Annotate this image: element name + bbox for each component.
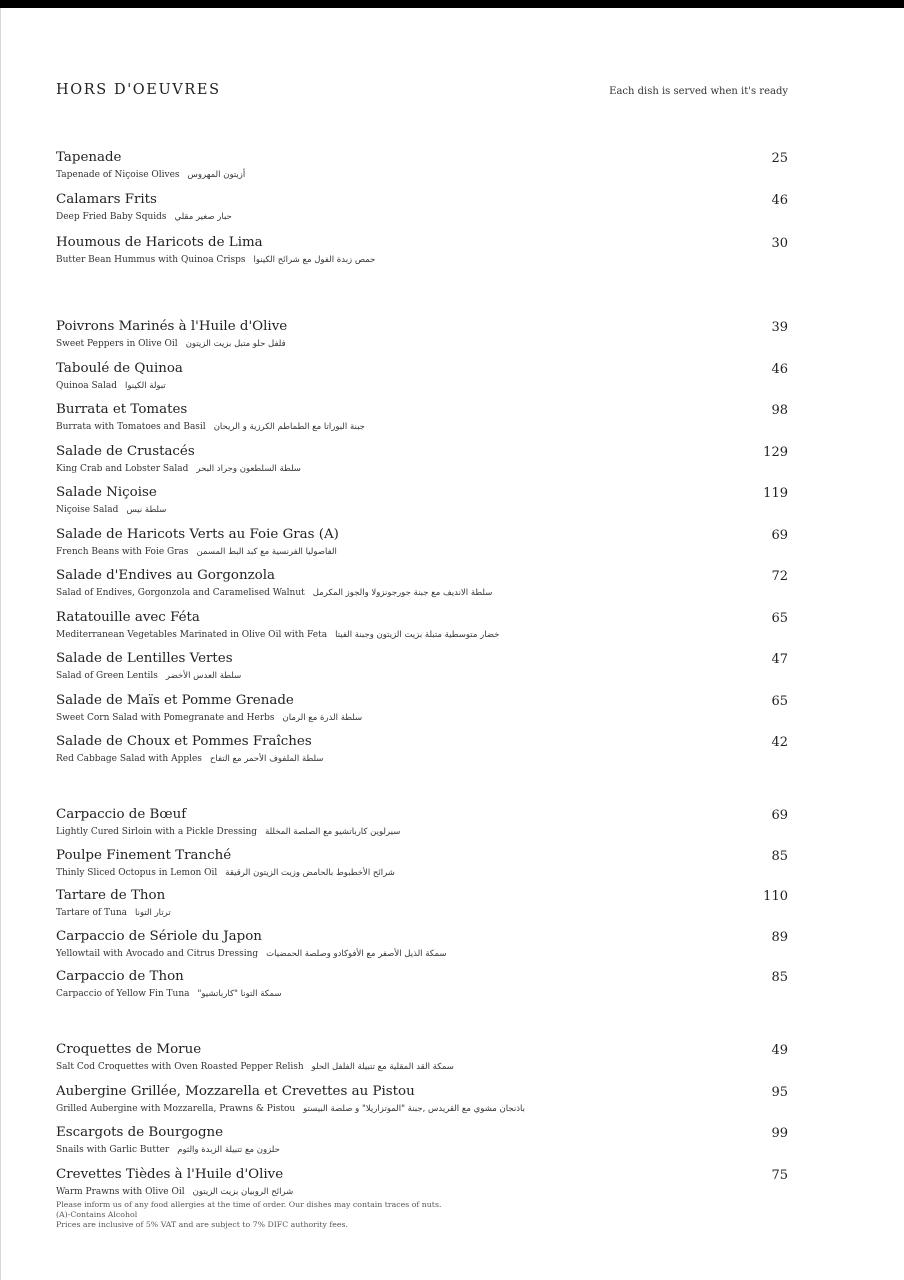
dish-description-arabic: سلطة العدس الأخضر bbox=[165, 671, 242, 681]
menu-item bbox=[56, 1084, 788, 1126]
menu-item bbox=[56, 402, 788, 444]
menu-item bbox=[56, 527, 788, 569]
dish-name-french: Salade de Haricots Verts au Foie Gras (A) bbox=[56, 526, 339, 542]
dish-description-english: Red Cabbage Salad with Apples bbox=[56, 754, 202, 764]
menu-item bbox=[56, 610, 788, 652]
dish-description-arabic: تبولة الكينوا bbox=[125, 380, 166, 391]
footnotes bbox=[56, 1200, 441, 1231]
menu-item bbox=[56, 807, 788, 848]
dish-price: 72 bbox=[771, 569, 788, 584]
dish-description-english: Tartare of Tuna bbox=[56, 908, 128, 918]
dish-name-french: Poivrons Marinés à l'Huile d'Olive bbox=[56, 319, 288, 334]
dish-description-english: Yellowtail with Avocado and Citrus Dressing bbox=[56, 948, 259, 959]
dish-name-french: Carpaccio de Bœuf bbox=[56, 807, 187, 822]
menu-group-4 bbox=[56, 1042, 788, 1199]
dish-description-arabic: سلطة الملفوف الأحمر مع التفاح bbox=[209, 754, 324, 764]
dish-price: 99 bbox=[771, 1126, 788, 1141]
menu-item bbox=[56, 361, 788, 403]
menu-item bbox=[56, 888, 788, 929]
dish-price: 89 bbox=[771, 929, 788, 945]
dish-description-english: French Beans with Foie Gras bbox=[56, 546, 189, 557]
dish-name-french: Houmous de Haricots de Lima bbox=[56, 234, 263, 250]
menu-item bbox=[56, 693, 788, 735]
dish-name-french: Poulpe Finement Tranché bbox=[56, 847, 232, 863]
dish-price: 39 bbox=[771, 320, 788, 335]
dish-description-arabic: سمكة الذيل الأصفر مع الأفوكادو وصلصة الحمضيات bbox=[266, 948, 447, 959]
dish-name-french: Salade de Maïs et Pomme Grenade bbox=[56, 692, 294, 708]
dish-description-arabic: خضار متوسطية متبلة بزيت الزيتون وجبنة الفيتا bbox=[335, 629, 500, 640]
dish-price: 75 bbox=[771, 1167, 788, 1183]
menu-item bbox=[56, 235, 788, 277]
alcohol-note: (A)-Contains Alcohol bbox=[56, 1210, 138, 1220]
dish-description-english: Warm Prawns with Olive Oil bbox=[56, 1186, 185, 1197]
dish-name-french: Salade de Lentilles Vertes bbox=[56, 651, 233, 666]
dish-name-french: Taboulé de Quinoa bbox=[56, 360, 183, 376]
menu-item bbox=[56, 1042, 788, 1084]
dish-price: 65 bbox=[771, 610, 788, 626]
left-edge bbox=[0, 8, 1, 1280]
menu-item bbox=[56, 1125, 788, 1167]
dish-description-english: King Crab and Lobster Salad bbox=[56, 463, 189, 474]
dish-name-french: Crevettes Tièdes à l'Huile d'Olive bbox=[56, 1166, 284, 1182]
dish-description-arabic: شرائح الأخطبوط بالحامض وزيت الزيتون الرقيقة bbox=[225, 867, 395, 878]
dish-name-french: Burrata et Tomates bbox=[56, 402, 188, 417]
menu-item bbox=[56, 1167, 788, 1199]
menu-group-3 bbox=[56, 807, 788, 1010]
dish-price: 85 bbox=[771, 848, 788, 864]
dish-name-french: Carpaccio de Thon bbox=[56, 969, 184, 984]
dish-description-arabic: أزيتون المهروس bbox=[187, 170, 246, 180]
dish-description-english: Carpaccio of Yellow Fin Tuna bbox=[56, 989, 190, 999]
dish-description-arabic: سلطة نيس bbox=[126, 505, 167, 515]
menu-item bbox=[56, 848, 788, 889]
dish-description-arabic: شرائح الروبيان بزيت الزيتون bbox=[192, 1186, 294, 1197]
dish-description-english: Niçoise Salad bbox=[56, 505, 119, 515]
top-border bbox=[0, 0, 904, 8]
dish-description-english: Mediterranean Vegetables Marinated in Olive Oil with Feta bbox=[56, 629, 328, 640]
menu-item bbox=[56, 444, 788, 486]
menu-item bbox=[56, 734, 788, 776]
dish-name-french: Ratatouille avec Féta bbox=[56, 609, 200, 625]
dish-name-french: Salade de Choux et Pommes Fraîches bbox=[56, 734, 312, 749]
dish-price: 46 bbox=[771, 361, 788, 377]
dish-price: 69 bbox=[771, 527, 788, 543]
menu-item bbox=[56, 485, 788, 527]
dish-description-english: Sweet Corn Salad with Pomegranate and Herbs bbox=[56, 712, 275, 723]
dish-description-english: Tapenade of Niçoise Olives bbox=[56, 170, 180, 180]
dish-name-french: Aubergine Grillée, Mozzarella et Crevettes au Pistou bbox=[56, 1083, 415, 1099]
menu-group-2 bbox=[56, 319, 788, 776]
dish-description-english: Snails with Garlic Butter bbox=[56, 1145, 170, 1155]
dish-price: 25 bbox=[771, 151, 788, 166]
dish-description-arabic: حمص زبدة الفول مع شرائح الكينوا bbox=[253, 254, 376, 265]
dish-description-arabic: فلفل حلو متبل بزيت الزيتون bbox=[185, 339, 286, 349]
dish-description-arabic: جبنة البوراتا مع الطماطم الكرزية و الريحان bbox=[213, 422, 365, 432]
menu-item bbox=[56, 319, 788, 361]
dish-price: 110 bbox=[763, 889, 788, 904]
dish-description-arabic: سلطة الذرة مع الرمان bbox=[282, 712, 363, 723]
dish-name-french: Tapenade bbox=[56, 150, 122, 165]
service-note: Each dish is served when it's ready bbox=[609, 86, 788, 97]
dish-description-arabic: سمكة القد المقلية مع تتبيلة الفلفل الحلو bbox=[311, 1062, 454, 1072]
section-title: HORS D'OEUVRES bbox=[56, 82, 221, 98]
dish-name-french: Salade Niçoise bbox=[56, 485, 157, 500]
dish-price: 119 bbox=[763, 486, 788, 501]
menu-group-1 bbox=[56, 150, 788, 276]
dish-price: 129 bbox=[763, 444, 788, 460]
menu-item bbox=[56, 192, 788, 235]
dish-price: 49 bbox=[771, 1043, 788, 1058]
dish-description-english: Salt Cod Croquettes with Oven Roasted Pepper Relish bbox=[56, 1062, 304, 1072]
dish-name-french: Calamars Frits bbox=[56, 191, 157, 207]
dish-description-english: Quinoa Salad bbox=[56, 380, 118, 391]
menu-item bbox=[56, 929, 788, 970]
dish-description-english: Burrata with Tomatoes and Basil bbox=[56, 422, 206, 432]
dish-description-arabic: باذنجان مشوي مع القريدس ,جبنة "الموتزاريلا" و صلصة البيستو bbox=[303, 1103, 525, 1114]
dish-description-english: Salad of Green Lentils bbox=[56, 671, 158, 681]
dish-name-french: Tartare de Thon bbox=[56, 888, 166, 903]
dish-description-arabic: الفاصوليا الفرنسية مع كبد البط المسمن bbox=[196, 546, 337, 557]
allergy-note: Please inform us of any food allergies at the time of order. Our dishes may contain traces of nuts. bbox=[56, 1200, 442, 1209]
dish-price: 46 bbox=[771, 192, 788, 208]
dish-name-french: Salade d'Endives au Gorgonzola bbox=[56, 568, 275, 583]
vat-note: Prices are inclusive of 5% VAT and are subject to 7% DIFC authority fees. bbox=[56, 1220, 348, 1230]
dish-description-arabic: حلزون مع تتبيلة الزبدة والثوم bbox=[177, 1145, 280, 1155]
dish-description-arabic: سيرلوين كارباتشيو مع الصلصة المخللة bbox=[265, 827, 401, 837]
dish-description-english: Sweet Peppers in Olive Oil bbox=[56, 339, 178, 349]
dish-description-arabic: سلطة السلطعون وجراد البحر bbox=[196, 463, 301, 474]
dish-price: 47 bbox=[771, 652, 788, 667]
dish-description-english: Deep Fried Baby Squids bbox=[56, 211, 167, 222]
dish-price: 30 bbox=[771, 235, 788, 251]
dish-name-french: Escargots de Bourgogne bbox=[56, 1125, 224, 1140]
dish-price: 85 bbox=[771, 970, 788, 985]
dish-description-arabic: سمكة التونا "كارباتشيو" bbox=[197, 989, 282, 999]
dish-name-french: Carpaccio de Sériole du Japon bbox=[56, 928, 262, 944]
dish-description-english: Grilled Aubergine with Mozzarella, Prawns & Pistou bbox=[56, 1103, 296, 1114]
menu-item bbox=[56, 568, 788, 610]
dish-price: 42 bbox=[771, 735, 788, 750]
dish-description-arabic: ترتار التونا bbox=[135, 908, 171, 918]
dish-price: 98 bbox=[771, 403, 788, 418]
dish-description-english: Lightly Cured Sirloin with a Pickle Dressing bbox=[56, 827, 258, 837]
menu-item bbox=[56, 150, 788, 192]
dish-description-english: Butter Bean Hummus with Quinoa Crisps bbox=[56, 254, 246, 265]
menu-item bbox=[56, 969, 788, 1010]
menu-item bbox=[56, 651, 788, 693]
dish-description-arabic: حبار صغير مقلي bbox=[174, 211, 232, 222]
dish-name-french: Croquettes de Morue bbox=[56, 1042, 202, 1057]
dish-price: 69 bbox=[771, 808, 788, 823]
dish-description-english: Thinly Sliced Octopus in Lemon Oil bbox=[56, 867, 218, 878]
dish-description-arabic: سلطة الانديف مع جبنة جورجونزولا والجوز المكرمل bbox=[312, 588, 493, 598]
dish-price: 65 bbox=[771, 693, 788, 709]
dish-price: 95 bbox=[771, 1084, 788, 1100]
dish-description-english: Salad of Endives, Gorgonzola and Caramelised Walnut bbox=[56, 588, 305, 598]
dish-name-french: Salade de Crustacés bbox=[56, 443, 195, 459]
